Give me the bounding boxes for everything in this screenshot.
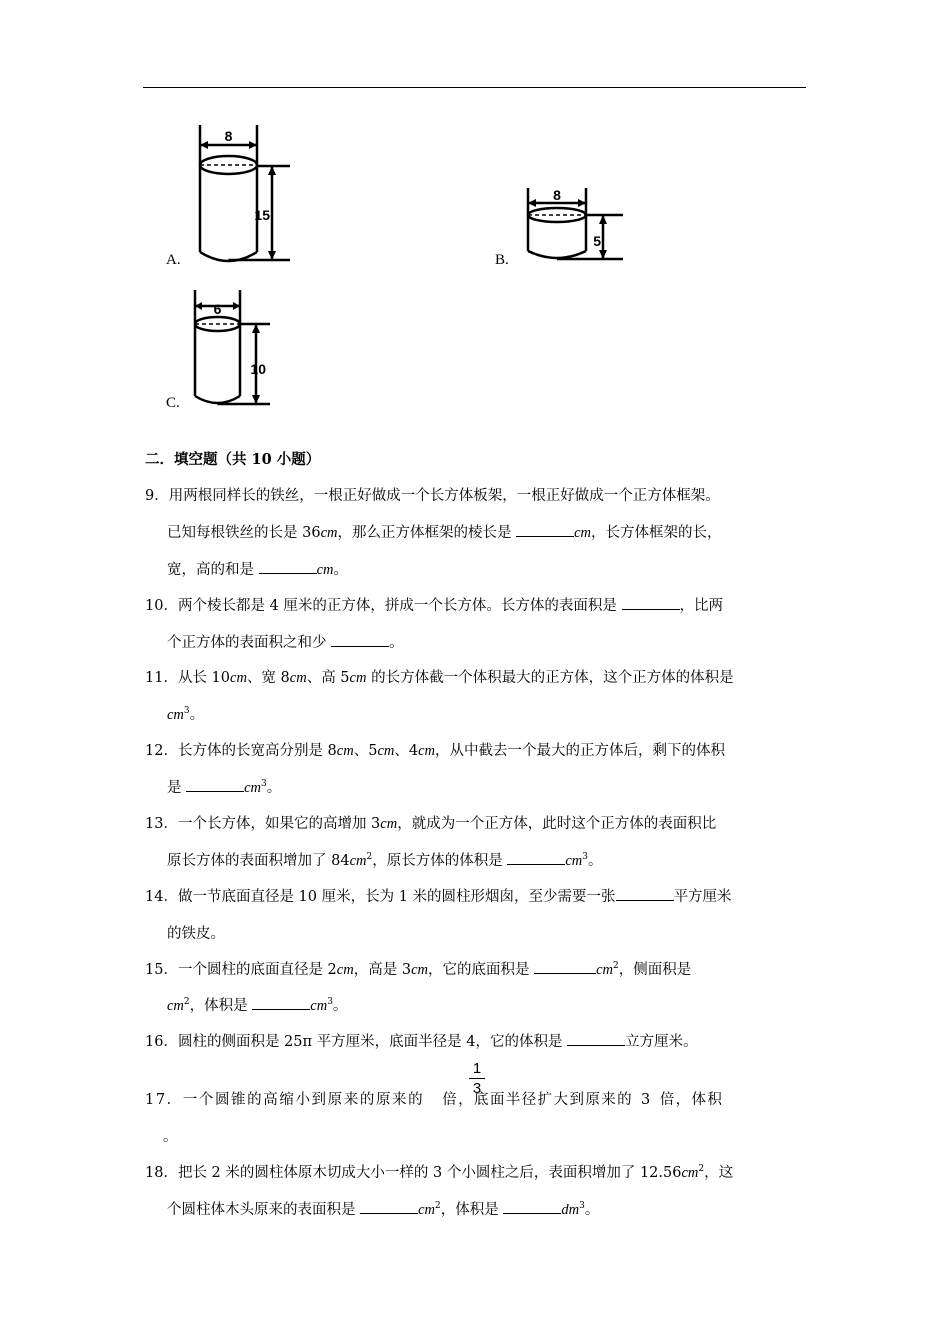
figure-c-height: 10 [250, 361, 266, 377]
q12-line2: 是 $cm^3$。 [167, 779, 282, 796]
q10-line1: 10．两个棱长都是 4 厘米的正方体，拼成一个长方体。长方体的表面积是 ，比两 [145, 598, 724, 614]
q15-blank-2[interactable] [252, 997, 310, 1010]
figure-a-height: 15 [254, 207, 270, 223]
cylinder-figure-b [523, 185, 628, 265]
q14-line2: 的铁皮。 [167, 926, 225, 942]
figure-b-diameter: 8 [553, 187, 561, 203]
q17-fraction-numerator: 1 [472, 1060, 482, 1077]
q15-line1: 15．一个圆柱的底面直径是 2cm，高是 3cm，它的底面积是 $cm^2$，侧面积是 [145, 961, 692, 978]
q12-line1: 12．长方体的长宽高分别是 8cm、5cm、4cm，从中截去一个最大的正方体后，剩下的体积 [145, 743, 726, 759]
q17-line2: 。 [163, 1129, 178, 1145]
q9-blank-2[interactable] [259, 561, 317, 574]
q11-line1: 11．从长 10cm、宽 8cm、高 5cm 的长方体截一个体积最大的正方体，这个正方体的体积是 [145, 670, 734, 686]
figure-b-height: 5 [593, 233, 601, 249]
q18-blank-2[interactable] [503, 1201, 561, 1214]
q12-blank[interactable] [186, 779, 244, 792]
q15-line2: $cm^2$，体积是 $cm^3$。 [167, 997, 348, 1014]
q9-line2: 已知每根铁丝的长是 36cm，那么正方体框架的棱长是 cm，长方体框架的长， [167, 525, 722, 541]
section-title: 二．填空题（共 10 小题） [145, 451, 321, 468]
q11-line2: $cm^3$。 [167, 706, 205, 723]
q10-line2: 个正方体的表面积之和少 。 [167, 635, 404, 651]
q16-line1: 16．圆柱的侧面积是 25π 平方厘米，底面半径是 4，它的体积是 立方厘米。 [145, 1034, 698, 1050]
q13-blank[interactable] [507, 852, 565, 865]
q15-blank-1[interactable] [534, 961, 596, 974]
q14-blank[interactable] [616, 888, 674, 901]
figure-c-diameter: 6 [213, 301, 222, 317]
option-label-a: A. [166, 252, 181, 268]
q10-blank-2[interactable] [331, 634, 389, 647]
q10-blank-1[interactable] [622, 597, 680, 610]
q17-fraction-denominator: 3 [472, 1080, 482, 1097]
q13-line1: 13．一个长方体，如果它的高增加 3cm，就成为一个正方体，此时这个正方体的表面积比 [145, 816, 717, 832]
q16-blank[interactable] [567, 1033, 625, 1046]
q18-blank-1[interactable] [360, 1201, 418, 1214]
figure-a-diameter: 8 [224, 128, 233, 144]
q9-line1: 9．用两根同样长的铁丝，一根正好做成一个长方体板架，一根正好做成一个正方体框架。 [145, 488, 720, 504]
q18-line1: 18．把长 2 米的圆柱体原木切成大小一样的 3 个小圆柱之后，表面积增加了 $12.56cm^2$，这 [145, 1164, 734, 1181]
cylinder-figure-a [190, 120, 295, 270]
q17-line1: 17．一个圆锥的高缩小到原来的原来的 倍，底面半径扩大到原来的 3 倍，体积 [145, 1092, 724, 1108]
q9-line3: 宽，高的和是 cm。 [167, 562, 349, 578]
q9-blank-1[interactable] [516, 524, 574, 537]
q18-line2: 个圆柱体木头原来的表面积是 $cm^2$，体积是 $dm^3$。 [167, 1201, 600, 1218]
header-rule [143, 87, 806, 88]
cylinder-figure-c [190, 288, 280, 410]
option-label-c: C. [166, 395, 180, 411]
q14-line1: 14．做一节底面直径是 10 厘米，长为 1 米的圆柱形烟囱，至少需要一张 平方厘米 [145, 889, 732, 905]
q13-line2: 原长方体的表面积增加了 $84cm^2$，原长方体的体积是 $cm^3$。 [167, 852, 603, 869]
option-label-b: B. [495, 252, 509, 268]
